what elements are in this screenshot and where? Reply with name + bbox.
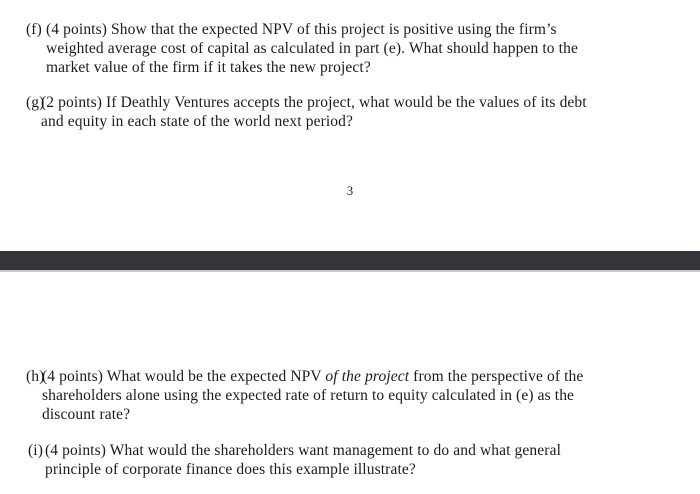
question-f [0, 20, 700, 77]
question-f-line-1: (4 points) Show that the expected NPV of this project is positive using the firm’s [46, 21, 557, 38]
question-f-line-2: weighted average cost of capital as calculated in part (e). What should happen to the [46, 40, 578, 57]
question-h-body [42, 367, 700, 424]
question-f-line-3: market value of the firm if it takes the new project? [46, 59, 371, 76]
page-number: 3 [346, 184, 354, 198]
question-g-line-2: and equity in each state of the world next period? [41, 113, 354, 130]
question-h-marker: (h) [26, 368, 45, 385]
page-separator-bar [0, 251, 700, 272]
question-h-line-3: discount rate? [42, 406, 131, 423]
question-g-marker: (g) [26, 94, 45, 111]
question-h-line-2: shareholders alone using the expected rate of return to equity calculated in (e) as the [42, 387, 575, 404]
question-f-marker: (f) [26, 21, 42, 38]
question-h-line-1-pre: (4 points) What would be the expected NPV [42, 368, 326, 385]
question-h-line-1 [42, 367, 700, 386]
question-i-line-2: principle of corporate finance does this example illustrate? [45, 461, 416, 478]
question-h-line-1-post: from the perspective of the [409, 368, 584, 385]
question-f-body [46, 20, 700, 77]
question-g-body [41, 93, 700, 131]
question-g-line-1: (2 points) If Deathly Ventures accepts the project, what would be the values of its debt [41, 94, 587, 111]
question-i-marker: (i) [28, 442, 43, 459]
question-i-body [45, 441, 700, 479]
question-i-line-1: (4 points) What would the shareholders want management to do and what general [45, 442, 562, 459]
question-g [0, 93, 700, 131]
question-h [0, 367, 700, 424]
question-h-italic-phrase: of the project [325, 368, 410, 385]
question-i [0, 441, 700, 479]
